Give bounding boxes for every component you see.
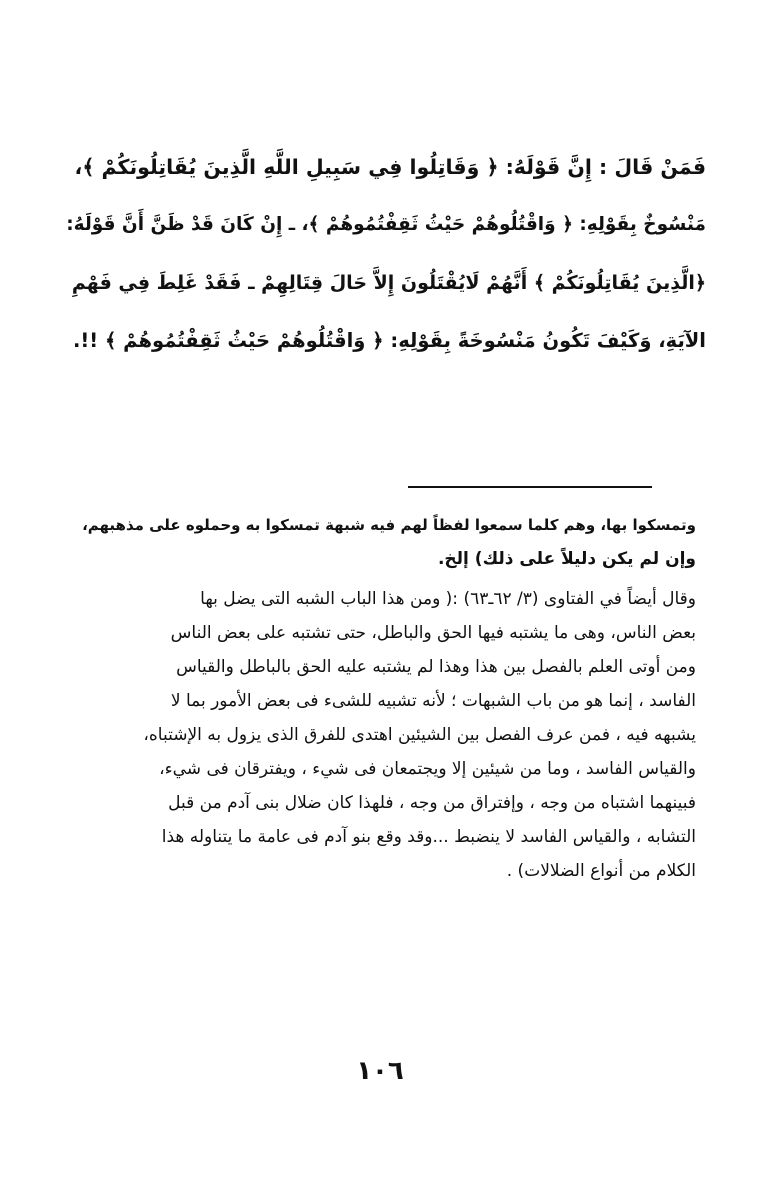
footnote-line: والقياس الفاسد ، وما من شيئين إلا ويجتمعان فى شيء ، ويفترقان فى شيء، (159, 759, 696, 779)
footnote-divider (408, 486, 652, 488)
footnote-line: وقال أيضاً في الفتاوى (٣/ ٦٢ـ٦٣) :( ومن هذا الباب الشبه التى يضل بها (200, 589, 696, 609)
footnote-line: التشابه ، والقياس الفاسد لا ينضبط ...وقد وقع بنو آدم فى عامة ما يتناوله هذا (161, 827, 696, 847)
footnote-line: فبينهما اشتباه من وجه ، وإفتراق من وجه ، فلهذا كان ضلال بنى آدم من قبل (168, 793, 696, 813)
main-text-block (60, 138, 706, 370)
footnote-line: الكلام من أنواع الضلالات) . (506, 861, 696, 881)
footnote-line: وإن لم يكن دليلاً على ذلك) إلخ. (437, 549, 696, 569)
main-text-line: فَمَنْ قَالَ : إِنَّ قَوْلَهُ: ﴿ وَقَاتِلُوا فِي سَبِيلِ اللَّهِ الَّذِينَ يُقَاتِلُونَكُمْ ﴾، (74, 155, 706, 179)
page-number: ١٠٦ (356, 1056, 404, 1086)
main-text-line: ﴿الَّذِينَ يُقَاتِلُونَكُمْ ﴾ أَنَّهُمْ لَايُقْتَلُونَ إِلاَّ حَالَ قِتَالِهِمْ ـ فَقَدْ غَلِطَ فِي فَهْمِ (71, 272, 706, 294)
main-text-line: مَنْسُوخٌ بِقَوْلِهِ: ﴿ وَاقْتُلُوهُمْ حَيْثُ ثَقِفْتُمُوهُمْ ﴾، ـ إِنْ كَانَ قَدْ ظَنَّ أَنَّ قَوْلَهُ: (66, 214, 706, 235)
footnote-line: يشبهه فيه ، فمن عرف الفصل بين الشيئين اهتدى للفرق الذى يزول به الإشتباه، (143, 725, 696, 745)
footnote-line: الفاسد ، إنما هو من باب الشبهات ؛ لأنه تشبيه للشىء فى بعض الأمور بما لا (170, 691, 696, 711)
main-text-line: الآيَةِ، وَكَيْفَ تَكُونُ مَنْسُوخَةً بِقَوْلِهِ: ﴿ وَاقْتُلُوهُمْ حَيْثُ ثَقِفْتُمُوهُمْ ﴾ !!. (72, 329, 706, 352)
footnote-block (72, 508, 696, 888)
footnote-line: وتمسكوا بها، وهم كلما سمعوا لفظاً لهم فيه شبهة تمسكوا به وحملوه على مذهبهم، (82, 516, 696, 534)
footnote-line: ومن أوتى العلم بالفصل بين هذا وهذا لم يشتبه عليه الحق بالباطل والقياس (176, 657, 696, 677)
footnote-line: بعض الناس، وهى ما يشتبه فيها الحق والباطل، حتى تشتبه على بعض الناس (170, 623, 696, 643)
